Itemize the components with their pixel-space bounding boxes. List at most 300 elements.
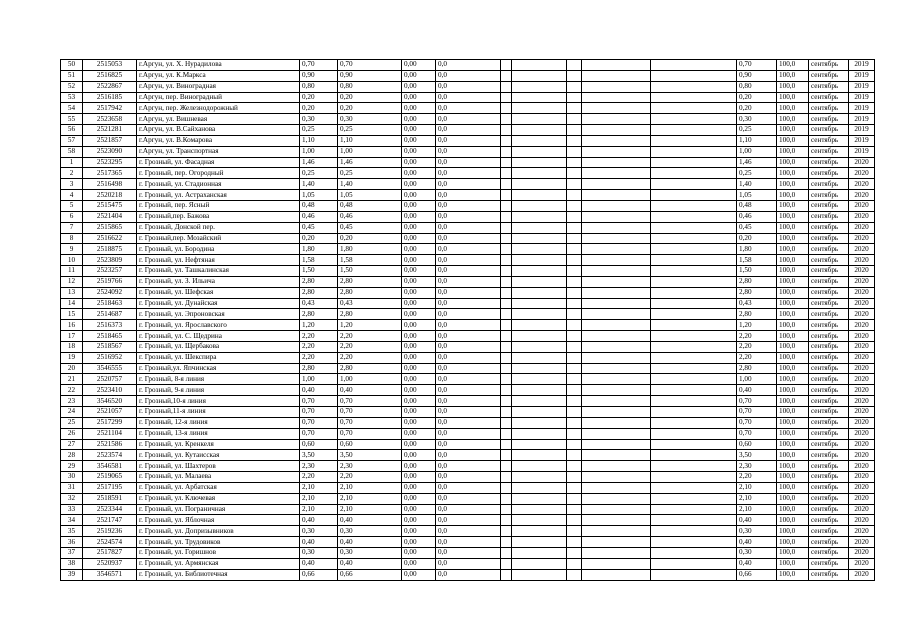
cell-value-2: 0,60 (338, 439, 402, 450)
cell-blank-4 (582, 417, 651, 428)
cell-value-4: 0,0 (436, 266, 501, 277)
cell-value-1: 1,05 (300, 190, 338, 201)
cell-address: г. Грозный, ул. Ярославского (137, 320, 300, 331)
cell-value-2: 2,80 (338, 276, 402, 287)
cell-value-4: 0,0 (436, 233, 501, 244)
cell-object-code: 2520937 (83, 558, 137, 569)
cell-blank-5 (651, 526, 737, 537)
table-row (61, 92, 875, 103)
cell-blank-5 (651, 396, 737, 407)
cell-blank-2 (512, 190, 567, 201)
cell-year: 2020 (849, 439, 875, 450)
cell-address: г. Грозный,пер. Мозайский (137, 233, 300, 244)
cell-year: 2020 (849, 179, 875, 190)
cell-blank-4 (582, 439, 651, 450)
cell-year: 2020 (849, 211, 875, 222)
cell-value-3: 0,00 (402, 233, 436, 244)
cell-address: г. Грозный, ул. Армянская (137, 558, 300, 569)
cell-value-3: 0,00 (402, 482, 436, 493)
cell-value-4: 0,0 (436, 547, 501, 558)
cell-row-number: 15 (61, 309, 83, 320)
table-row (61, 352, 875, 363)
cell-blank-2 (512, 352, 567, 363)
cell-percent: 100,0 (777, 526, 809, 537)
cell-value-2: 2,20 (338, 472, 402, 483)
cell-month: сентябрь (809, 255, 849, 266)
cell-address: г. Грозный, ул. Горишнов (137, 547, 300, 558)
cell-value-1: 2,10 (300, 504, 338, 515)
cell-value-5: 0,40 (737, 385, 777, 396)
cell-value-2: 1,46 (338, 157, 402, 168)
cell-value-5: 2,10 (737, 493, 777, 504)
cell-value-5: 2,10 (737, 482, 777, 493)
cell-blank-3 (567, 363, 582, 374)
cell-value-1: 1,46 (300, 157, 338, 168)
cell-blank-5 (651, 92, 737, 103)
cell-blank-5 (651, 515, 737, 526)
cell-month: сентябрь (809, 352, 849, 363)
cell-address: г. Грозный,пер. Бажова (137, 211, 300, 222)
cell-value-2: 0,40 (338, 385, 402, 396)
cell-address: г.Аргун, ул. В.Сайханова (137, 125, 300, 136)
cell-value-5: 0,20 (737, 92, 777, 103)
cell-value-4: 0,0 (436, 190, 501, 201)
cell-month: сентябрь (809, 374, 849, 385)
cell-percent: 100,0 (777, 482, 809, 493)
cell-value-2: 2,10 (338, 493, 402, 504)
cell-value-1: 0,70 (300, 396, 338, 407)
cell-blank-2 (512, 211, 567, 222)
cell-row-number: 17 (61, 331, 83, 342)
cell-percent: 100,0 (777, 569, 809, 580)
cell-blank-1 (501, 331, 512, 342)
cell-percent: 100,0 (777, 157, 809, 168)
cell-value-5: 1,40 (737, 179, 777, 190)
cell-blank-5 (651, 417, 737, 428)
table-row (61, 482, 875, 493)
cell-blank-2 (512, 407, 567, 418)
cell-row-number: 23 (61, 396, 83, 407)
cell-value-2: 1,00 (338, 374, 402, 385)
cell-blank-1 (501, 157, 512, 168)
cell-percent: 100,0 (777, 200, 809, 211)
cell-value-1: 0,20 (300, 92, 338, 103)
cell-value-1: 2,20 (300, 472, 338, 483)
cell-blank-4 (582, 374, 651, 385)
cell-year: 2019 (849, 146, 875, 157)
cell-year: 2020 (849, 157, 875, 168)
data-table (60, 59, 875, 581)
cell-value-2: 0,30 (338, 526, 402, 537)
cell-percent: 100,0 (777, 276, 809, 287)
cell-month: сентябрь (809, 168, 849, 179)
cell-year: 2020 (849, 287, 875, 298)
cell-blank-5 (651, 504, 737, 515)
cell-year: 2020 (849, 493, 875, 504)
cell-value-1: 1,50 (300, 266, 338, 277)
table-row (61, 70, 875, 81)
cell-value-4: 0,0 (436, 439, 501, 450)
cell-object-code: 2523410 (83, 385, 137, 396)
cell-blank-3 (567, 179, 582, 190)
cell-value-5: 1,10 (737, 135, 777, 146)
cell-value-4: 0,0 (436, 222, 501, 233)
cell-address: г. Грозный, 9-я линия (137, 385, 300, 396)
cell-year: 2020 (849, 331, 875, 342)
cell-value-3: 0,00 (402, 407, 436, 418)
cell-year: 2020 (849, 363, 875, 374)
cell-blank-4 (582, 60, 651, 71)
cell-blank-4 (582, 190, 651, 201)
cell-address: г. Грозный, пер. Огородный (137, 168, 300, 179)
cell-value-1: 1,10 (300, 135, 338, 146)
cell-row-number: 39 (61, 569, 83, 580)
cell-value-1: 2,20 (300, 341, 338, 352)
cell-blank-4 (582, 407, 651, 418)
cell-blank-1 (501, 276, 512, 287)
cell-blank-4 (582, 287, 651, 298)
table-row (61, 168, 875, 179)
cell-blank-3 (567, 233, 582, 244)
cell-address: г. Грозный, Донской пер. (137, 222, 300, 233)
cell-blank-3 (567, 103, 582, 114)
cell-value-4: 0,0 (436, 168, 501, 179)
cell-year: 2020 (849, 255, 875, 266)
cell-value-3: 0,00 (402, 190, 436, 201)
cell-value-5: 0,46 (737, 211, 777, 222)
cell-row-number: 51 (61, 70, 83, 81)
cell-value-2: 0,90 (338, 70, 402, 81)
cell-row-number: 28 (61, 450, 83, 461)
cell-blank-4 (582, 482, 651, 493)
cell-value-1: 1,80 (300, 244, 338, 255)
cell-value-2: 1,58 (338, 255, 402, 266)
cell-value-2: 1,40 (338, 179, 402, 190)
cell-value-4: 0,0 (436, 146, 501, 157)
table-row (61, 363, 875, 374)
cell-value-4: 0,0 (436, 331, 501, 342)
cell-value-1: 1,20 (300, 320, 338, 331)
cell-value-5: 0,30 (737, 547, 777, 558)
cell-value-5: 0,48 (737, 200, 777, 211)
cell-month: сентябрь (809, 450, 849, 461)
cell-object-code: 2514687 (83, 309, 137, 320)
cell-value-3: 0,00 (402, 244, 436, 255)
cell-value-3: 0,00 (402, 125, 436, 136)
cell-value-4: 0,0 (436, 244, 501, 255)
cell-value-4: 0,0 (436, 569, 501, 580)
cell-blank-2 (512, 493, 567, 504)
cell-value-2: 2,10 (338, 482, 402, 493)
cell-year: 2020 (849, 558, 875, 569)
cell-year: 2019 (849, 125, 875, 136)
cell-month: сентябрь (809, 482, 849, 493)
cell-percent: 100,0 (777, 222, 809, 233)
table-row (61, 190, 875, 201)
cell-month: сентябрь (809, 287, 849, 298)
cell-blank-1 (501, 146, 512, 157)
cell-blank-2 (512, 385, 567, 396)
cell-row-number: 14 (61, 298, 83, 309)
cell-value-5: 1,80 (737, 244, 777, 255)
cell-value-3: 0,00 (402, 558, 436, 569)
table-row (61, 450, 875, 461)
cell-month: сентябрь (809, 363, 849, 374)
cell-blank-1 (501, 515, 512, 526)
cell-year: 2020 (849, 417, 875, 428)
cell-blank-3 (567, 537, 582, 548)
cell-address: г. Грозный,ул. Япчинская (137, 363, 300, 374)
table-row (61, 103, 875, 114)
cell-value-2: 0,70 (338, 396, 402, 407)
table-row (61, 146, 875, 157)
cell-blank-1 (501, 255, 512, 266)
cell-blank-4 (582, 352, 651, 363)
table-row (61, 569, 875, 580)
cell-value-2: 0,46 (338, 211, 402, 222)
cell-percent: 100,0 (777, 92, 809, 103)
cell-year: 2019 (849, 135, 875, 146)
cell-blank-5 (651, 558, 737, 569)
cell-percent: 100,0 (777, 417, 809, 428)
cell-year: 2020 (849, 461, 875, 472)
cell-blank-4 (582, 504, 651, 515)
cell-object-code: 2524092 (83, 287, 137, 298)
cell-value-2: 0,66 (338, 569, 402, 580)
cell-blank-2 (512, 504, 567, 515)
cell-percent: 100,0 (777, 396, 809, 407)
cell-value-3: 0,00 (402, 569, 436, 580)
cell-value-5: 2,20 (737, 341, 777, 352)
cell-percent: 100,0 (777, 244, 809, 255)
cell-value-3: 0,00 (402, 157, 436, 168)
cell-blank-1 (501, 482, 512, 493)
table-row (61, 60, 875, 71)
cell-address: г. Грозный, ул. Кутаисская (137, 450, 300, 461)
cell-blank-1 (501, 103, 512, 114)
table-row (61, 428, 875, 439)
table-row (61, 374, 875, 385)
table-row (61, 558, 875, 569)
cell-blank-5 (651, 352, 737, 363)
cell-value-1: 2,80 (300, 287, 338, 298)
cell-month: сентябрь (809, 244, 849, 255)
cell-blank-3 (567, 396, 582, 407)
cell-blank-4 (582, 547, 651, 558)
cell-object-code: 3546571 (83, 569, 137, 580)
cell-object-code: 2520218 (83, 190, 137, 201)
table-row (61, 385, 875, 396)
cell-blank-3 (567, 320, 582, 331)
cell-year: 2020 (849, 407, 875, 418)
cell-value-4: 0,0 (436, 287, 501, 298)
cell-month: сентябрь (809, 504, 849, 515)
cell-value-3: 0,00 (402, 81, 436, 92)
cell-percent: 100,0 (777, 70, 809, 81)
cell-value-4: 0,0 (436, 428, 501, 439)
cell-value-4: 0,0 (436, 276, 501, 287)
cell-value-4: 0,0 (436, 125, 501, 136)
cell-value-1: 2,20 (300, 352, 338, 363)
cell-month: сентябрь (809, 60, 849, 71)
cell-value-5: 0,70 (737, 428, 777, 439)
cell-month: сентябрь (809, 407, 849, 418)
cell-blank-4 (582, 363, 651, 374)
cell-value-3: 0,00 (402, 114, 436, 125)
cell-address: г. Грозный, ул. З. Ильича (137, 276, 300, 287)
cell-object-code: 2523658 (83, 114, 137, 125)
cell-blank-5 (651, 266, 737, 277)
cell-year: 2020 (849, 472, 875, 483)
cell-value-4: 0,0 (436, 341, 501, 352)
cell-row-number: 55 (61, 114, 83, 125)
cell-blank-4 (582, 526, 651, 537)
cell-blank-3 (567, 60, 582, 71)
cell-value-2: 2,20 (338, 352, 402, 363)
cell-value-3: 0,00 (402, 472, 436, 483)
cell-object-code: 2515865 (83, 222, 137, 233)
cell-year: 2020 (849, 320, 875, 331)
cell-value-4: 0,0 (436, 396, 501, 407)
cell-value-4: 0,0 (436, 309, 501, 320)
cell-percent: 100,0 (777, 103, 809, 114)
cell-object-code: 2519065 (83, 472, 137, 483)
cell-blank-5 (651, 211, 737, 222)
cell-address: г. Грозный, ул. Пограничная (137, 504, 300, 515)
cell-month: сентябрь (809, 526, 849, 537)
cell-value-1: 0,48 (300, 200, 338, 211)
cell-blank-2 (512, 558, 567, 569)
cell-value-2: 0,25 (338, 125, 402, 136)
cell-percent: 100,0 (777, 504, 809, 515)
cell-blank-4 (582, 461, 651, 472)
cell-year: 2020 (849, 200, 875, 211)
cell-value-2: 2,30 (338, 461, 402, 472)
cell-object-code: 2517299 (83, 417, 137, 428)
cell-value-4: 0,0 (436, 417, 501, 428)
cell-month: сентябрь (809, 547, 849, 558)
cell-percent: 100,0 (777, 211, 809, 222)
cell-blank-2 (512, 81, 567, 92)
cell-blank-4 (582, 276, 651, 287)
cell-address: г. Грозный, ул. Эпроновская (137, 309, 300, 320)
cell-value-3: 0,00 (402, 515, 436, 526)
cell-row-number: 8 (61, 233, 83, 244)
table-row (61, 407, 875, 418)
cell-blank-4 (582, 146, 651, 157)
cell-blank-1 (501, 472, 512, 483)
cell-object-code: 2521747 (83, 515, 137, 526)
cell-value-4: 0,0 (436, 157, 501, 168)
cell-value-3: 0,00 (402, 341, 436, 352)
cell-value-3: 0,00 (402, 450, 436, 461)
cell-value-2: 0,70 (338, 417, 402, 428)
cell-address: г.Аргун, ул. К.Маркса (137, 70, 300, 81)
cell-value-1: 0,40 (300, 537, 338, 548)
cell-value-1: 0,40 (300, 385, 338, 396)
cell-blank-2 (512, 146, 567, 157)
cell-value-5: 2,30 (737, 461, 777, 472)
cell-object-code: 2516498 (83, 179, 137, 190)
cell-object-code: 2519766 (83, 276, 137, 287)
cell-blank-1 (501, 190, 512, 201)
cell-blank-2 (512, 428, 567, 439)
cell-row-number: 38 (61, 558, 83, 569)
table-row (61, 266, 875, 277)
cell-blank-1 (501, 461, 512, 472)
cell-year: 2020 (849, 515, 875, 526)
cell-address: г. Грозный, 13-я линия (137, 428, 300, 439)
cell-blank-3 (567, 81, 582, 92)
cell-blank-2 (512, 331, 567, 342)
cell-value-4: 0,0 (436, 374, 501, 385)
cell-value-1: 2,20 (300, 331, 338, 342)
cell-month: сентябрь (809, 200, 849, 211)
cell-row-number: 12 (61, 276, 83, 287)
cell-blank-5 (651, 200, 737, 211)
cell-blank-2 (512, 92, 567, 103)
cell-object-code: 3546520 (83, 396, 137, 407)
cell-object-code: 2515475 (83, 200, 137, 211)
cell-blank-4 (582, 222, 651, 233)
cell-value-3: 0,00 (402, 363, 436, 374)
cell-object-code: 2523344 (83, 504, 137, 515)
cell-value-4: 0,0 (436, 200, 501, 211)
cell-value-3: 0,00 (402, 146, 436, 157)
cell-blank-1 (501, 233, 512, 244)
cell-month: сентябрь (809, 103, 849, 114)
cell-year: 2020 (849, 450, 875, 461)
cell-row-number: 50 (61, 60, 83, 71)
cell-row-number: 27 (61, 439, 83, 450)
cell-value-3: 0,00 (402, 266, 436, 277)
cell-month: сентябрь (809, 331, 849, 342)
cell-object-code: 2519236 (83, 526, 137, 537)
cell-value-4: 0,0 (436, 558, 501, 569)
cell-row-number: 35 (61, 526, 83, 537)
cell-blank-4 (582, 428, 651, 439)
cell-blank-1 (501, 439, 512, 450)
cell-value-1: 1,00 (300, 374, 338, 385)
cell-value-2: 0,70 (338, 407, 402, 418)
cell-blank-5 (651, 233, 737, 244)
cell-blank-5 (651, 569, 737, 580)
table-row (61, 114, 875, 125)
cell-value-1: 0,46 (300, 211, 338, 222)
cell-blank-5 (651, 320, 737, 331)
cell-blank-3 (567, 222, 582, 233)
cell-value-1: 0,66 (300, 569, 338, 580)
cell-address: г. Грозный, ул. Шахтеров (137, 461, 300, 472)
cell-value-5: 0,80 (737, 81, 777, 92)
cell-row-number: 32 (61, 493, 83, 504)
cell-value-4: 0,0 (436, 103, 501, 114)
cell-value-1: 0,25 (300, 125, 338, 136)
cell-row-number: 18 (61, 341, 83, 352)
cell-year: 2019 (849, 81, 875, 92)
cell-value-1: 0,43 (300, 298, 338, 309)
cell-object-code: 2524574 (83, 537, 137, 548)
cell-value-5: 0,20 (737, 103, 777, 114)
cell-value-4: 0,0 (436, 320, 501, 331)
cell-blank-1 (501, 92, 512, 103)
cell-blank-1 (501, 396, 512, 407)
cell-value-3: 0,00 (402, 287, 436, 298)
cell-object-code: 2521586 (83, 439, 137, 450)
cell-blank-2 (512, 374, 567, 385)
cell-month: сентябрь (809, 515, 849, 526)
cell-blank-3 (567, 211, 582, 222)
